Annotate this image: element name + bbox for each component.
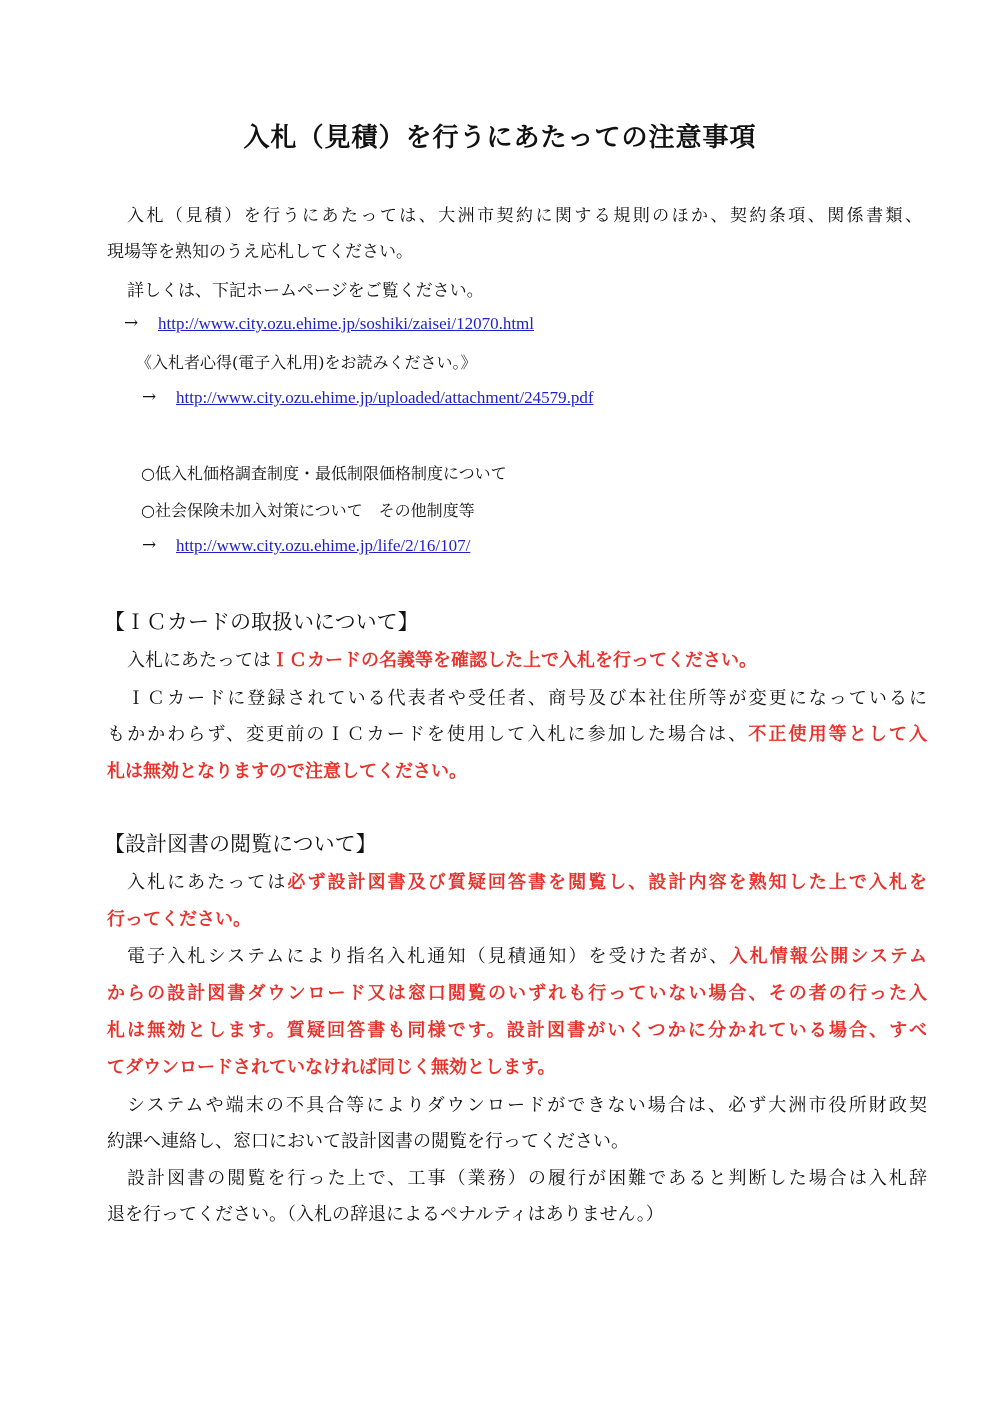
arrow-icon: → [142, 535, 157, 555]
design-paragraph-3-line-2: 約課へ連絡し、窓口において設計図書の閲覧を行ってください。 [107, 1131, 629, 1152]
design-p1-normal: 入札にあたっては [127, 872, 288, 893]
design-p2-normal: 電子入札システムにより指名入札通知（見積通知）を受けた者が、 [127, 946, 730, 967]
intro-line-1: 入札（見積）を行うにあたっては、大洲市契約に関する規則のほか、契約条項、関係書類、 [127, 206, 922, 226]
bidder-guide-note: 《入札者心得(電子入札用)をお読みください。》 [136, 353, 477, 372]
ic-p1-warning: ＩＣカードの名義等を確認した上で入札を行ってください。 [271, 650, 757, 671]
arrow-icon: → [124, 313, 139, 333]
page-title: 入札（見積）を行うにあたっての注意事項 [243, 123, 757, 153]
bullet-social-insurance: ○社会保険未加入対策について その他制度等 [141, 501, 475, 520]
ic-paragraph-1 [127, 646, 757, 672]
ic-p2-warning: 不正使用等として入 [748, 724, 927, 745]
link-attachment-pdf[interactable]: http://www.city.ozu.ehime.jp/uploaded/attachment/24579.pdf [176, 388, 594, 407]
ic-paragraph-2-line-3: 札は無効となりますので注意してください。 [107, 761, 467, 782]
design-paragraph-2-line-1 [127, 942, 927, 968]
ic-p1-normal: 入札にあたっては [127, 650, 271, 671]
link-life-107[interactable]: http://www.city.ozu.ehime.jp/life/2/16/107/ [176, 536, 471, 555]
design-paragraph-3-line-1: システムや端末の不具合等によりダウンロードができない場合は、必ず大洲市役所財政契 [127, 1095, 927, 1116]
bullet-low-price-system: ○低入札価格調査制度・最低制限価格制度について [141, 464, 507, 483]
design-paragraph-2-line-3: 札は無効とします。質疑回答書も同様です。設計図書がいくつかに分かれている場合、すべ [107, 1020, 927, 1041]
arrow-icon: → [142, 387, 157, 407]
design-p1-warning: 必ず設計図書及び質疑回答書を閲覧し、設計内容を熟知した上で入札を [287, 872, 928, 893]
design-paragraph-1-line-2: 行ってください。 [107, 909, 251, 930]
design-paragraph-1 [127, 868, 927, 894]
ic-card-heading: 【ＩＣカードの取扱いについて】 [104, 610, 419, 634]
design-paragraph-4-line-2: 退を行ってください。（入札の辞退によるペナルティはありません。） [107, 1204, 664, 1225]
design-docs-heading: 【設計図書の閲覧について】 [104, 832, 377, 856]
design-paragraph-2-line-2: からの設計図書ダウンロード又は窓口閲覧のいずれも行っていない場合、その者の行った入 [107, 983, 927, 1004]
design-paragraph-2-line-4: てダウンロードされていなければ同じく無効とします。 [107, 1057, 556, 1078]
design-paragraph-4-line-1: 設計図書の閲覧を行った上で、工事（業務）の履行が困難であると判断した場合は入札辞 [127, 1168, 927, 1189]
ic-paragraph-2-line-1: ＩＣカードに登録されている代表者や受任者、商号及び本社住所等が変更になっているに [127, 688, 927, 709]
intro-line-3: 詳しくは、下記ホームページをご覧ください。 [127, 281, 484, 301]
link-soshiki-zaisei[interactable]: http://www.city.ozu.ehime.jp/soshiki/zaisei/12070.html [158, 314, 535, 333]
intro-line-2: 現場等を熟知のうえ応札してください。 [107, 242, 413, 262]
design-p2-warning: 入札情報公開システム [729, 946, 927, 967]
ic-paragraph-2-line-2 [107, 720, 927, 746]
ic-p2-normal: もかかわらず、変更前のＩＣカードを使用して入札に参加した場合は、 [107, 724, 749, 745]
